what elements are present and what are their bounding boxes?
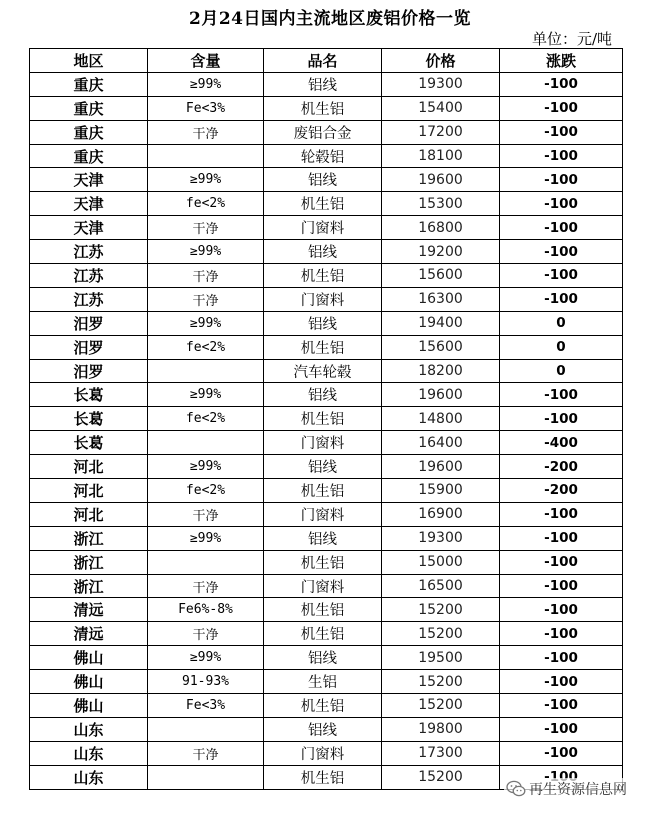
change-cell: -400 — [500, 431, 623, 455]
product-cell: 机生铝 — [264, 264, 382, 288]
product-cell: 铝线 — [264, 526, 382, 550]
region-cell: 重庆 — [30, 96, 148, 120]
content-cell: 干净 — [148, 502, 264, 526]
content-cell: Fe6%-8% — [148, 598, 264, 622]
price-cell: 19600 — [382, 455, 500, 479]
price-cell: 15000 — [382, 550, 500, 574]
content-cell: Fe<3% — [148, 96, 264, 120]
price-cell: 15300 — [382, 192, 500, 216]
change-cell: -100 — [500, 717, 623, 741]
product-cell: 汽车轮毂 — [264, 359, 382, 383]
content-cell: fe<2% — [148, 479, 264, 503]
change-cell: 0 — [500, 311, 623, 335]
product-cell: 铝线 — [264, 383, 382, 407]
price-cell: 18200 — [382, 359, 500, 383]
content-cell: ≥99% — [148, 240, 264, 264]
change-cell: -100 — [500, 550, 623, 574]
table-row — [30, 264, 623, 288]
price-cell: 19200 — [382, 240, 500, 264]
region-cell: 浙江 — [30, 526, 148, 550]
product-cell: 机生铝 — [264, 765, 382, 789]
table-row — [30, 335, 623, 359]
product-cell: 废铝合金 — [264, 120, 382, 144]
content-cell: ≥99% — [148, 383, 264, 407]
price-cell: 15200 — [382, 765, 500, 789]
product-cell: 机生铝 — [264, 335, 382, 359]
price-cell: 15200 — [382, 622, 500, 646]
table-row — [30, 431, 623, 455]
content-cell: 干净 — [148, 741, 264, 765]
region-cell: 长葛 — [30, 407, 148, 431]
change-cell: -100 — [500, 168, 623, 192]
header-price: 价格 — [382, 49, 500, 73]
product-cell: 机生铝 — [264, 192, 382, 216]
change-cell: -100 — [500, 694, 623, 718]
region-cell: 清远 — [30, 598, 148, 622]
product-cell: 机生铝 — [264, 622, 382, 646]
table-row — [30, 96, 623, 120]
content-cell: Fe<3% — [148, 694, 264, 718]
content-cell — [148, 765, 264, 789]
content-cell — [148, 717, 264, 741]
table-row — [30, 240, 623, 264]
change-cell: -100 — [500, 526, 623, 550]
product-cell: 门窗料 — [264, 431, 382, 455]
header-content: 含量 — [148, 49, 264, 73]
product-cell: 铝线 — [264, 455, 382, 479]
change-cell: -100 — [500, 240, 623, 264]
table-row — [30, 311, 623, 335]
region-cell: 天津 — [30, 168, 148, 192]
page-title: 2月24日国内主流地区废铝价格一览 — [189, 9, 471, 29]
change-cell: -100 — [500, 741, 623, 765]
region-cell: 长葛 — [30, 431, 148, 455]
change-cell: -100 — [500, 216, 623, 240]
content-cell: ≥99% — [148, 311, 264, 335]
product-cell: 机生铝 — [264, 479, 382, 503]
region-cell: 河北 — [30, 479, 148, 503]
region-cell: 江苏 — [30, 240, 148, 264]
product-cell: 铝线 — [264, 646, 382, 670]
table-row — [30, 574, 623, 598]
region-cell: 浙江 — [30, 550, 148, 574]
change-cell: -200 — [500, 455, 623, 479]
content-cell: fe<2% — [148, 407, 264, 431]
price-cell: 19600 — [382, 383, 500, 407]
content-cell: ≥99% — [148, 455, 264, 479]
content-cell: 干净 — [148, 287, 264, 311]
price-cell: 16900 — [382, 502, 500, 526]
price-cell: 16300 — [382, 287, 500, 311]
price-cell: 19600 — [382, 168, 500, 192]
table-row — [30, 72, 623, 96]
content-cell: 干净 — [148, 622, 264, 646]
product-cell: 门窗料 — [264, 216, 382, 240]
table-row — [30, 741, 623, 765]
content-cell — [148, 550, 264, 574]
price-cell: 17300 — [382, 741, 500, 765]
product-cell: 门窗料 — [264, 502, 382, 526]
product-cell: 机生铝 — [264, 96, 382, 120]
price-cell: 15200 — [382, 670, 500, 694]
region-cell: 山东 — [30, 765, 148, 789]
price-cell: 15900 — [382, 479, 500, 503]
table-row — [30, 168, 623, 192]
table-row — [30, 646, 623, 670]
change-cell: -100 — [500, 264, 623, 288]
product-cell: 门窗料 — [264, 741, 382, 765]
header-product: 品名 — [264, 49, 382, 73]
change-cell: -100 — [500, 622, 623, 646]
change-cell: -100 — [500, 502, 623, 526]
change-cell: -100 — [500, 646, 623, 670]
region-cell: 河北 — [30, 502, 148, 526]
header-change: 涨跌 — [500, 49, 623, 73]
price-cell: 19300 — [382, 526, 500, 550]
price-cell: 19500 — [382, 646, 500, 670]
region-cell: 佛山 — [30, 646, 148, 670]
content-cell — [148, 431, 264, 455]
change-cell: -100 — [500, 574, 623, 598]
region-cell: 重庆 — [30, 144, 148, 168]
region-cell: 山东 — [30, 741, 148, 765]
price-cell: 16500 — [382, 574, 500, 598]
table-row — [30, 550, 623, 574]
region-cell: 汨罗 — [30, 359, 148, 383]
product-cell: 铝线 — [264, 240, 382, 264]
wechat-icon — [506, 780, 526, 798]
table-row — [30, 670, 623, 694]
change-cell: -100 — [500, 598, 623, 622]
watermark — [504, 778, 629, 800]
region-cell: 长葛 — [30, 383, 148, 407]
table-header-row — [30, 49, 623, 73]
price-cell: 15600 — [382, 335, 500, 359]
region-cell: 江苏 — [30, 264, 148, 288]
content-cell: fe<2% — [148, 335, 264, 359]
change-cell: 0 — [500, 335, 623, 359]
price-cell: 15600 — [382, 264, 500, 288]
price-cell: 15200 — [382, 694, 500, 718]
change-cell: -100 — [500, 383, 623, 407]
region-cell: 重庆 — [30, 72, 148, 96]
region-cell: 天津 — [30, 216, 148, 240]
product-cell: 机生铝 — [264, 694, 382, 718]
change-cell: -100 — [500, 670, 623, 694]
content-cell — [148, 359, 264, 383]
table-body — [30, 72, 623, 789]
region-cell: 江苏 — [30, 287, 148, 311]
region-cell: 佛山 — [30, 670, 148, 694]
product-cell: 铝线 — [264, 311, 382, 335]
table-row — [30, 455, 623, 479]
region-cell: 浙江 — [30, 574, 148, 598]
content-cell: ≥99% — [148, 168, 264, 192]
change-cell: -100 — [500, 144, 623, 168]
change-cell: -100 — [500, 120, 623, 144]
content-cell: ≥99% — [148, 646, 264, 670]
region-cell: 汨罗 — [30, 311, 148, 335]
region-cell: 清远 — [30, 622, 148, 646]
content-cell: ≥99% — [148, 72, 264, 96]
change-cell: 0 — [500, 359, 623, 383]
price-cell: 15400 — [382, 96, 500, 120]
table-row — [30, 598, 623, 622]
product-cell: 轮毂铝 — [264, 144, 382, 168]
region-cell: 重庆 — [30, 120, 148, 144]
content-cell: 91-93% — [148, 670, 264, 694]
price-cell: 18100 — [382, 144, 500, 168]
product-cell: 铝线 — [264, 168, 382, 192]
change-cell: -100 — [500, 96, 623, 120]
price-cell: 19800 — [382, 717, 500, 741]
region-cell: 佛山 — [30, 694, 148, 718]
table-row — [30, 120, 623, 144]
content-cell — [148, 144, 264, 168]
product-cell: 生铝 — [264, 670, 382, 694]
product-cell: 机生铝 — [264, 550, 382, 574]
product-cell: 门窗料 — [264, 574, 382, 598]
change-cell: -100 — [500, 407, 623, 431]
change-cell: -100 — [500, 72, 623, 96]
table-row — [30, 287, 623, 311]
price-cell: 19400 — [382, 311, 500, 335]
content-cell: 干净 — [148, 264, 264, 288]
table-row — [30, 383, 623, 407]
product-cell: 铝线 — [264, 717, 382, 741]
table-row — [30, 502, 623, 526]
watermark-text: 再生资源信息网 — [529, 782, 627, 798]
table-row — [30, 359, 623, 383]
table-row — [30, 526, 623, 550]
product-cell: 门窗料 — [264, 287, 382, 311]
price-cell: 16400 — [382, 431, 500, 455]
table-row — [30, 717, 623, 741]
change-cell: -200 — [500, 479, 623, 503]
price-cell: 19300 — [382, 72, 500, 96]
region-cell: 山东 — [30, 717, 148, 741]
price-cell: 17200 — [382, 120, 500, 144]
product-cell: 机生铝 — [264, 407, 382, 431]
table-row — [30, 694, 623, 718]
table-row — [30, 407, 623, 431]
header-region: 地区 — [30, 49, 148, 73]
change-cell: -100 — [500, 287, 623, 311]
product-cell: 机生铝 — [264, 598, 382, 622]
content-cell: 干净 — [148, 120, 264, 144]
region-cell: 天津 — [30, 192, 148, 216]
content-cell: ≥99% — [148, 526, 264, 550]
price-cell: 14800 — [382, 407, 500, 431]
product-cell: 铝线 — [264, 72, 382, 96]
table-row — [30, 479, 623, 503]
unit-label: 单位：元/吨 — [531, 30, 612, 48]
content-cell: 干净 — [148, 574, 264, 598]
price-table — [29, 48, 623, 790]
price-cell: 16800 — [382, 216, 500, 240]
region-cell: 汨罗 — [30, 335, 148, 359]
table-row — [30, 144, 623, 168]
content-cell: fe<2% — [148, 192, 264, 216]
price-cell: 15200 — [382, 598, 500, 622]
table-row — [30, 622, 623, 646]
content-cell: 干净 — [148, 216, 264, 240]
change-cell: -100 — [500, 192, 623, 216]
table-row — [30, 192, 623, 216]
table-row — [30, 216, 623, 240]
region-cell: 河北 — [30, 455, 148, 479]
